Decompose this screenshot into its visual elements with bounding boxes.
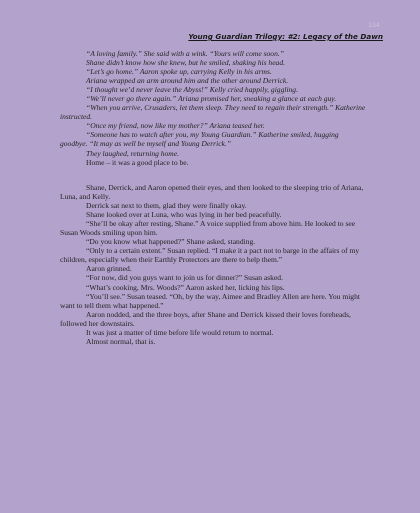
page-number: 134 — [368, 22, 380, 29]
paragraph: “You’ll see.” Susan teased. “Oh, by the way, Aimee and Bradley Allen are here. You might want to tell them what happened.” — [60, 291, 360, 310]
paragraph: “Do you know what happened?” Shane asked, standing. — [86, 237, 256, 247]
paragraph: It was just a matter of time before life would return to normal. — [86, 327, 274, 337]
paragraph: “What’s cooking, Mrs. Woods?” Aaron asked her, licking his lips. — [86, 282, 285, 292]
paragraph: “Let’s go home.” Aaron spoke up, carrying Kelly in his arms. — [86, 67, 272, 77]
paragraph: “Only to a certain extent.” Susan replied. “I make it a pact not to barge in the affairs of my children, especially when their Earthly Protectors are there to help them.” — [60, 246, 360, 265]
paragraph: Shane, Derrick, and Aaron opened their eyes, and then looked to the sleeping trio of Ariana, Luna, and Kelly. — [60, 183, 364, 202]
paragraph: “I thought we’d never leave the Abyss!” Kelly cried happily, giggling. — [86, 85, 298, 95]
paragraph: “She’ll be okay after resting, Shane.” A voice supplied from above him. He looked to see Susan Woods smiling upon him. — [60, 219, 356, 238]
paragraph: “Once my friend, now like my mother?” Ariana teased her. — [86, 121, 265, 131]
paragraph: Shane looked over at Luna, who was lying in her bed peacefully. — [86, 210, 282, 220]
paragraph: “For now, did you guys want to join us for dinner?” Susan asked. — [86, 273, 283, 283]
paragraph: Almost normal, that is. — [86, 336, 156, 346]
paragraph: Shane didn’t know how she knew, but he smiled, shaking his head. — [86, 58, 285, 68]
paragraph: Derrick sat next to them, glad they were finally okay. — [86, 201, 247, 211]
paragraph: Ariana wrapped an arm around him and the other around Derrick. — [86, 76, 289, 86]
paragraph: Aaron nodded, and the three boys, after Shane and Derrick kissed their loves foreheads, followed her downstairs. — [60, 309, 351, 328]
paragraph: “Someone has to watch after you, my Young Guardian.” Katherine smiled, hugging goodbye. “It may as well be myself and Young Derrick.” — [60, 130, 339, 149]
paragraph: “A loving family.” She said with a wink. “Yours will come soon.” — [86, 49, 284, 58]
running-header-title: Young Guardian Trilogy: #2: Legacy of the Dawn — [188, 32, 383, 41]
paragraph: They laughed, returning home. — [86, 148, 179, 158]
paragraph: “We’ll never go there again.” Ariana promised her, sneaking a glance at each guy. — [86, 94, 337, 104]
scene-two-text — [60, 183, 366, 346]
paragraph: “When you arrive, Crusaders, let them sleep. They need to regain their strength.” Katherine instructed. — [60, 103, 366, 122]
scene-one-text — [60, 49, 366, 167]
paragraph: Aaron grinned. — [86, 264, 132, 274]
paragraph: Home – it was a good place to be. — [86, 157, 189, 167]
